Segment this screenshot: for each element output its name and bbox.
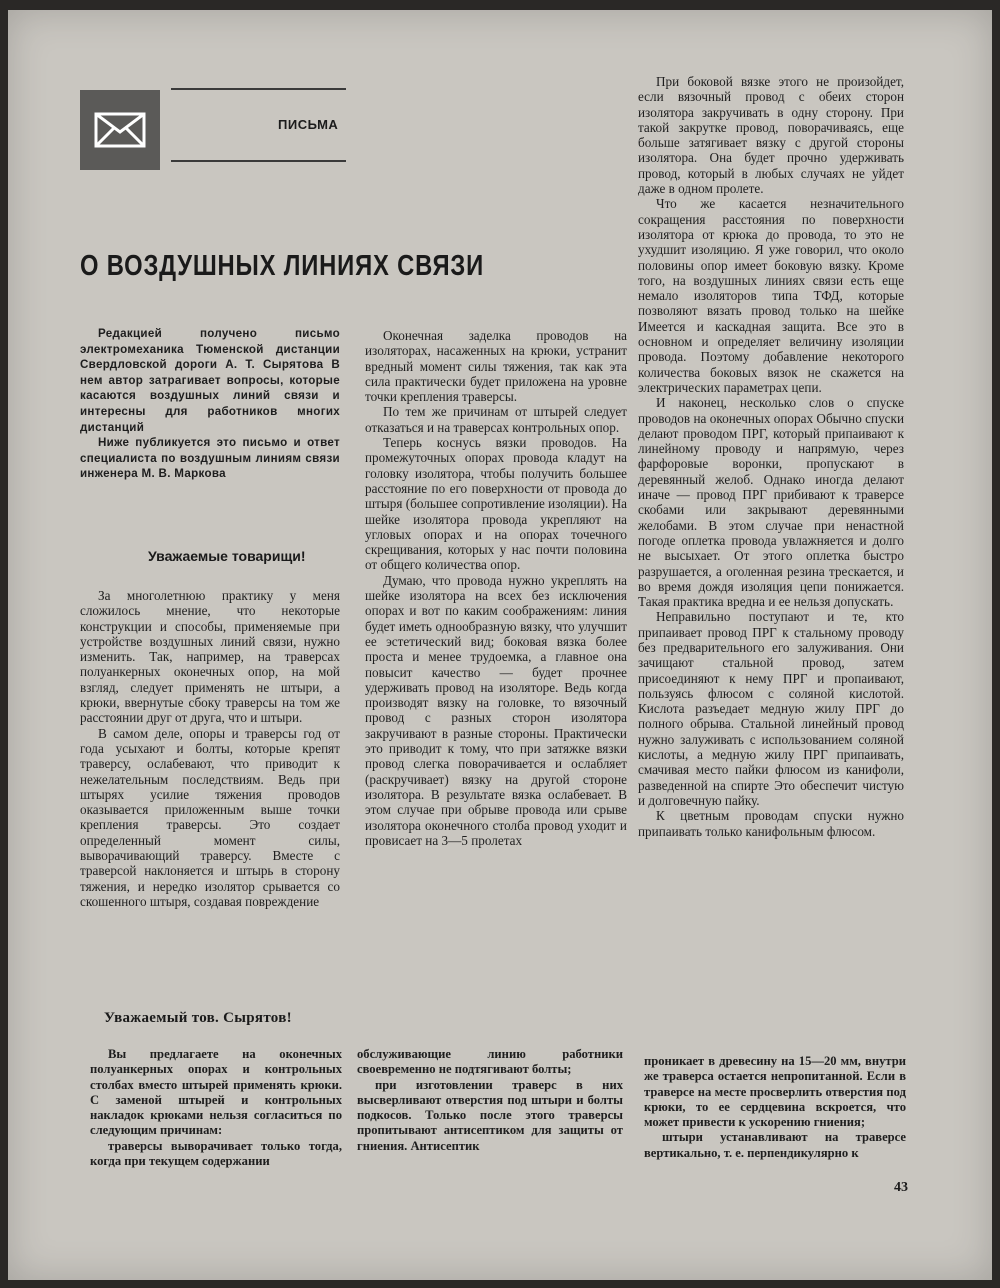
paragraph: Что же касается незначительного сокращения расстояния по поверхности изолятора от крюка до провода, то это не ухудшит изоляцию. Я уже говорил, что около половины опор имеет боковую вязку. Кроме того, на воздушных линиях связи есть еще немало изоляторов типа ТФД, которые позволяют вязать провод только на шейке Имеется и каскадная защита. Все это в основном и определяет величину изоляции провода. Поэтому добавление некоторого количества боковых вязок не скажется на электрических параметрах цепи. (638, 196, 904, 395)
lead-paragraph: Ниже публикуется это письмо и ответ специалиста по воздушным линиям связи инженера М. В. Маркова (80, 436, 340, 481)
paragraph: За многолетнюю практику у меня сложилось мнение, что некоторые конструкции и способы, применяемые при устройстве воздушных линий связи, нужно изменить. Так, например, на траверсах полуанкерных оконечных опор, на мой взгляд, следует применять не штыри, а крюки, ввернутые сбоку траверсы на том же расстоянии друг от друга, что и штыри. (80, 588, 340, 726)
paragraph: В самом деле, опоры и траверсы год от года усыхают и болты, которые крепят траверсу, ослабевают, что приводит к нежелательным последствиям. Ведь при штырях усилие тяжения проводов оказывается приложенным выше точки крепления траверсы. Это создает определенный момент силы, выворачивающий траверсу. Вместе с траверсой наклоняется и штырь в сторону тяжения, и нередко изолятор срывается со скошенного штыря, создавая повреждение (80, 725, 340, 909)
page-number: 43 (894, 1180, 908, 1195)
letter-column-1 (80, 588, 340, 909)
paragraph: траверсы выворачивает только тогда, когда при текущем содержании (90, 1138, 342, 1169)
reply-column-1 (90, 1047, 342, 1169)
article-lead (80, 326, 340, 482)
paragraph: К цветным проводам спуски нужно припаивать только канифольным флюсом. (638, 808, 904, 839)
paragraph: Неправильно поступают и те, кто припаивает провод ПРГ к стальному проводу без предварительного его залуживания. Они зачищают стальной провод, затем присоединяют к нему ПРГ и пропаивают, пользуясь флюсом с соляной кислотой. Кислота разъедает медную жилу ПРГ до полного обрыва. Стальной линейный провод нужно залуживать с использованием соляной кислоты, а медную жилу ПРГ припаивать, смачивая место пайки флюсом из канифоли, разведенной на спирте Это обеспечит чистую и долговечную пайку. (638, 609, 904, 808)
paragraph: Думаю, что провода нужно укреплять на шейке изолятора на всех без исключения опорах и вот по каким соображениям: линия будет иметь однообразную вязку, что улучшит ее эстетический вид; боковая вязка более проста и менее трудоемка, а главное она повысит качество — будет прочнее удерживать провод на изоляторе. Ведь когда производят вязку на головке, то вязочный провод с разных сторон изолятора закручивают в разные стороны. Практически это приводит к тому, что при затяжке вязки провод слегка поворачивается и ослабляет (раскручивает) вязку на другой стороне изолятора. В результате вязка ослабевает. В этом случае при обрыве провода или срыве изолятора оконечного столба провод уходит и провисает на 3—5 пролетах (365, 572, 627, 848)
rubric-rule-bottom (171, 160, 346, 162)
paragraph: И наконец, несколько слов о спуске проводов на оконечных опорах Обычно спуски делают проводом ПРГ, который припаивают к линейному проводу и напрямую, через фарфоровые воронки, пропускают в деревянный желоб. Однако иногда делают иначе — провод ПРГ прибивают к траверсе скобами или закрывают деревянными желобами. В этом случае при ненастной погоде оплетка провода увлажняется и долго не высыхает. От этого оплетка быстро разрушается, а оголенная резина трескается, и во время дождя изоляция цепи понижается. Такая практика вредна и ее нельзя допускать. (638, 395, 904, 610)
paragraph: обслуживающие линию работники своевременно не подтягивают болты; (357, 1047, 623, 1077)
paragraph: Оконечная заделка проводов на изоляторах, насаженных на крюки, устранит вредный момент силы тяжения, так как эта сила практически будет приложена на уровне точки крепления траверсы. (365, 328, 627, 405)
article-headline: О ВОЗДУШНЫХ ЛИНИЯХ СВЯЗИ (80, 250, 485, 282)
lead-paragraph: Редакцией получено письмо электромеханика Тюменской дистанции Свердловской дороги А. Т. Сырятова В нем автор затрагивает вопросы, которые касаются воздушных линий связи и интересны для работников многих дистанций (80, 327, 340, 434)
paragraph: По тем же причинам от штырей следует отказаться и на траверсах контрольных опор. (365, 404, 627, 435)
reply-greeting: Уважаемый тов. Сырятов! (104, 1010, 292, 1026)
paragraph: Теперь коснусь вязки проводов. На промежуточных опорах провода кладут на головку изолятора, чтобы получить большее расстояние по его поверхности от провода до штыря (большее сопротивление изоляции). На шейке изолятора провода укрепляют на угловых опорах и на опорах точечного скрещивания, которых у нас почти половина от общего количества опор. (365, 435, 627, 573)
rubric-label: ПИСЬМА (278, 117, 339, 132)
paragraph: штыри устанавливают на траверсе вертикально, т. е. перпендикулярно к (644, 1130, 906, 1160)
letter-greeting: Уважаемые товарищи! (148, 548, 306, 564)
rubric-icon-box (80, 90, 160, 170)
letter-column-2 (365, 328, 627, 848)
letter-column-3 (638, 74, 904, 839)
reply-column-2 (357, 1047, 623, 1154)
paragraph: при изготовлении траверс в них высверливают отверстия под штыри и болты подкосов. Только после этого траверсы пропитывают антисептиком для защиты от гниения. Антисептик (357, 1077, 623, 1153)
rubric-rule-top (171, 88, 346, 90)
magazine-page (8, 10, 992, 1280)
paragraph: При боковой вязке этого не произойдет, если вязочный провод с обеих сторон изолятора закручивать в одну сторону. При такой закрутке провод, поворачиваясь, еще больше затягивает вязку с другой стороны изолятора. Она будет прочно удерживать провод, который в любых случаях не уйдет даже в одном пролете. (638, 74, 904, 197)
paragraph: проникает в древесину на 15—20 мм, внутри же траверса остается непропитанной. Если в траверсе на месте просверлить отверстия под крюки, то ее сердцевина вскроется, что может привести к ускорению гниения; (644, 1054, 906, 1130)
paragraph: Вы предлагаете на оконечных полуанкерных опорах и контрольных столбах вместо штырей применять крюки. С заменой штырей и контрольных накладок крюками нельзя согласиться по следующим причинам: (90, 1047, 342, 1138)
reply-column-3 (644, 1054, 906, 1161)
